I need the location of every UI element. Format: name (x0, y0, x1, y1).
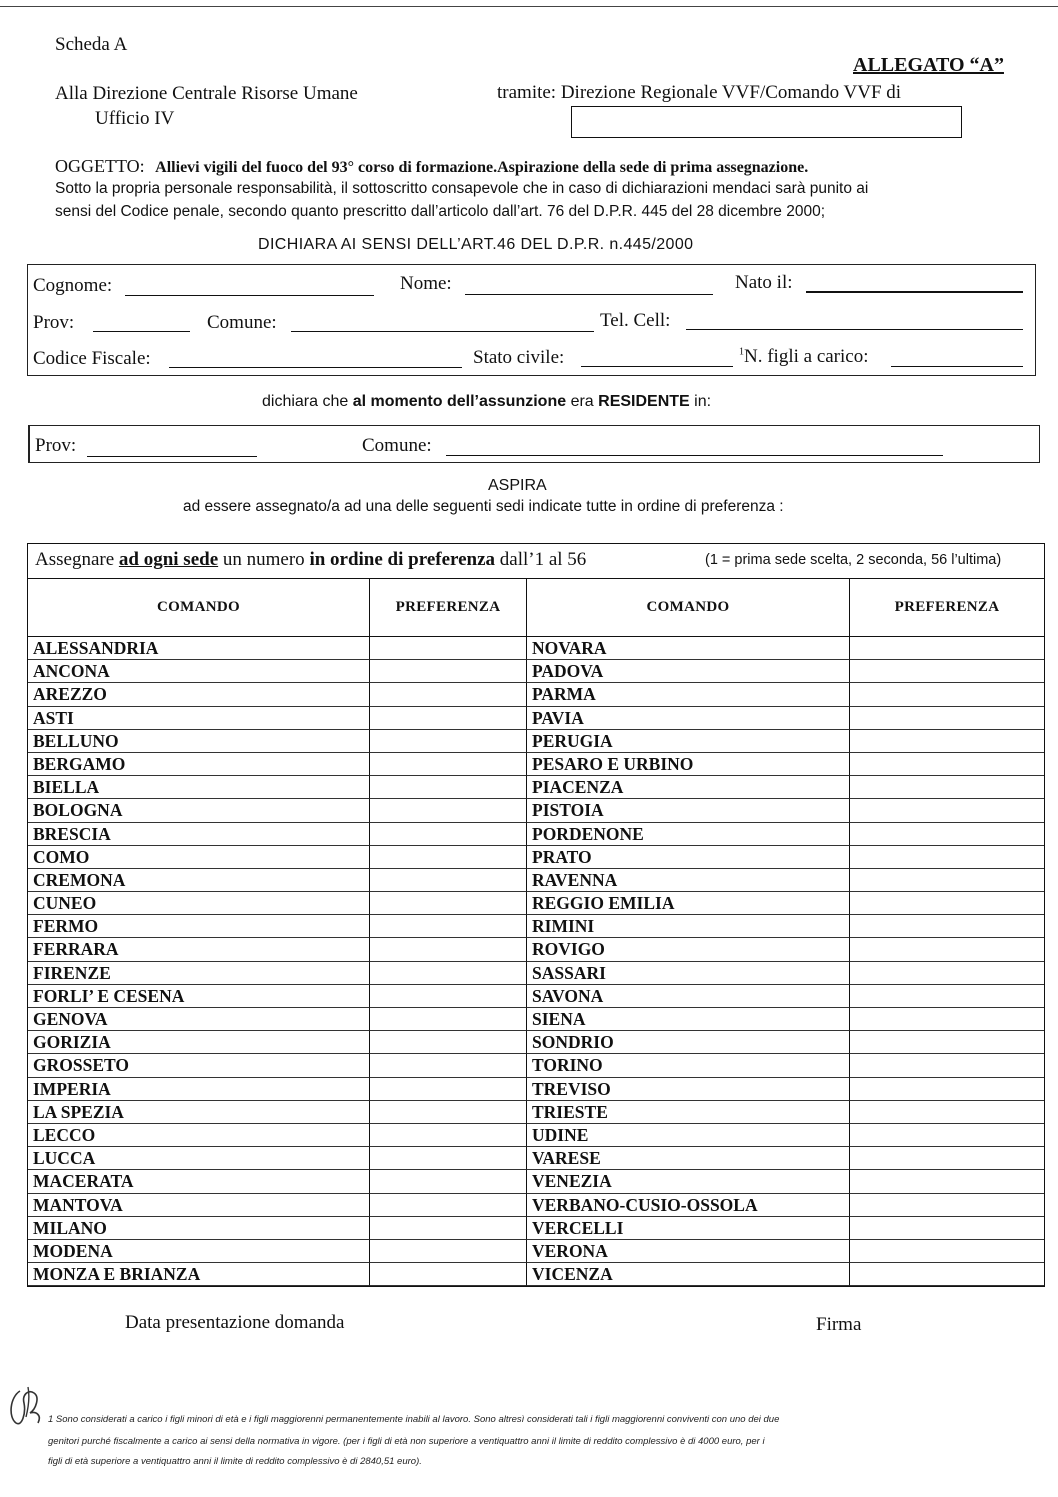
oggetto-block (55, 156, 808, 177)
preference-input-left[interactable] (370, 707, 527, 730)
figli-label (739, 346, 869, 368)
comando-vvf-field[interactable] (571, 106, 962, 138)
table-cell-comando-left: MONZA E BRIANZA (28, 1263, 370, 1286)
preference-input-left[interactable] (370, 1194, 527, 1217)
preference-input-right[interactable] (850, 660, 1044, 683)
table-cell-comando-right: SAVONA (527, 985, 850, 1008)
preference-input-right[interactable] (850, 869, 1044, 892)
preference-input-right[interactable] (850, 707, 1044, 730)
instructions-main (35, 549, 586, 571)
preference-input-right[interactable] (850, 1170, 1044, 1193)
table-cell-comando-left: LUCCA (28, 1147, 370, 1170)
table-cell-comando-right: VENEZIA (527, 1170, 850, 1193)
table-cell-comando-left: IMPERIA (28, 1078, 370, 1101)
preference-input-left[interactable] (370, 1078, 527, 1101)
table-header-row (28, 579, 1044, 637)
cognome-label: Cognome: (33, 275, 113, 296)
preference-input-right[interactable] (850, 962, 1044, 985)
preference-input-left[interactable] (370, 730, 527, 753)
preference-input-left[interactable] (370, 776, 527, 799)
preference-input-left[interactable] (370, 753, 527, 776)
preference-input-right[interactable] (850, 985, 1044, 1008)
table-cell-comando-right: PESARO E URBINO (527, 753, 850, 776)
table-cell-comando-right: VERONA (527, 1240, 850, 1263)
table-cell-comando-right: VERCELLI (527, 1217, 850, 1240)
table-cell-comando-left: MILANO (28, 1217, 370, 1240)
stato-civile-field[interactable] (581, 366, 733, 367)
codice-fiscale-field[interactable] (169, 367, 462, 368)
table-cell-comando-left: MANTOVA (28, 1194, 370, 1217)
preference-input-left[interactable] (370, 1217, 527, 1240)
col-comando-left: COMANDO (28, 579, 370, 637)
firma-label: Firma (816, 1314, 862, 1335)
preference-input-left[interactable] (370, 962, 527, 985)
preference-input-left[interactable] (370, 1031, 527, 1054)
preference-input-right[interactable] (850, 892, 1044, 915)
preference-input-left[interactable] (370, 1124, 527, 1147)
preference-input-left[interactable] (370, 985, 527, 1008)
preference-input-right[interactable] (850, 846, 1044, 869)
scheda-label: Scheda A (55, 34, 128, 55)
residenza-intro-bold: al momento dell’assunzione (352, 393, 567, 410)
preference-input-left[interactable] (370, 915, 527, 938)
nato-label: Nato il: (735, 272, 793, 293)
table-cell-comando-right: NOVARA (527, 637, 850, 660)
nome-label: Nome: (400, 273, 452, 294)
table-body (28, 637, 1044, 1286)
preference-input-right[interactable] (850, 753, 1044, 776)
prov-label: Prov: (33, 312, 75, 333)
table-cell-comando-left: ANCONA (28, 660, 370, 683)
preference-input-left[interactable] (370, 1147, 527, 1170)
preference-input-left[interactable] (370, 1263, 527, 1286)
table-cell-comando-right: TRIESTE (527, 1101, 850, 1124)
prov-field[interactable] (93, 331, 190, 332)
data-presentazione-label: Data presentazione domanda (125, 1312, 345, 1333)
preference-input-left[interactable] (370, 799, 527, 822)
table-cell-comando-right: PERUGIA (527, 730, 850, 753)
table-cell-comando-left: LA SPEZIA (28, 1101, 370, 1124)
nome-field[interactable] (465, 294, 713, 295)
table-cell-comando-right: RIMINI (527, 915, 850, 938)
table-cell-comando-left: MODENA (28, 1240, 370, 1263)
table-cell-comando-left: BRESCIA (28, 823, 370, 846)
instr-c: un numero (218, 549, 310, 570)
table-cell-comando-left: FORLI’ E CESENA (28, 985, 370, 1008)
preference-input-left[interactable] (370, 823, 527, 846)
table-cell-comando-right: PISTOIA (527, 799, 850, 822)
table-cell-comando-left: MACERATA (28, 1170, 370, 1193)
figli-footnote-ref: 1 (739, 346, 744, 358)
table-cell-comando-right: PARMA (527, 683, 850, 706)
table-cell-comando-left: BELLUNO (28, 730, 370, 753)
res-comune-field[interactable] (446, 455, 943, 456)
table-cell-comando-left: CREMONA (28, 869, 370, 892)
residenza-intro-post: in: (694, 393, 712, 410)
preference-input-right[interactable] (850, 1240, 1044, 1263)
figli-label-text: N. figli a carico: (744, 346, 869, 367)
table-cell-comando-left: LECCO (28, 1124, 370, 1147)
table-cell-comando-right: PRATO (527, 846, 850, 869)
residenza-box (28, 425, 1040, 463)
codice-fiscale-label: Codice Fiscale: (33, 348, 151, 369)
preference-input-left[interactable] (370, 1101, 527, 1124)
table-cell-comando-right: VARESE (527, 1147, 850, 1170)
table-cell-comando-left: ALESSANDRIA (28, 637, 370, 660)
table-cell-comando-left: FERRARA (28, 938, 370, 961)
preference-input-right[interactable] (850, 637, 1044, 660)
table-cell-comando-right: VERBANO-CUSIO-OSSOLA (527, 1194, 850, 1217)
preference-input-left[interactable] (370, 938, 527, 961)
allegato-title: ALLEGATO “A” (853, 54, 1004, 76)
residenza-intro-pre: dichiara che (262, 393, 349, 410)
preference-input-right[interactable] (850, 1147, 1044, 1170)
preference-input-left[interactable] (370, 846, 527, 869)
nato-field[interactable] (806, 291, 1023, 293)
preference-input-right[interactable] (850, 938, 1044, 961)
preference-input-right[interactable] (850, 823, 1044, 846)
preference-input-right[interactable] (850, 730, 1044, 753)
table-instructions (28, 544, 1044, 579)
table-cell-comando-right: SIENA (527, 1008, 850, 1031)
preference-input-right[interactable] (850, 799, 1044, 822)
res-prov-label: Prov: (35, 435, 77, 456)
preference-input-right[interactable] (850, 1008, 1044, 1031)
table-cell-comando-left: GENOVA (28, 1008, 370, 1031)
col-preferenza-right: PREFERENZA (850, 579, 1044, 637)
aspira-subtitle: ad essere assegnato/a ad una delle seguenti sedi indicate tutte in ordine di preferenza : (183, 498, 784, 515)
dichiara-heading: DICHIARA AI SENSI DELL’ART.46 DEL D.P.R. n.445/2000 (258, 236, 694, 253)
preference-input-right[interactable] (850, 1031, 1044, 1054)
cognome-field[interactable] (125, 295, 374, 296)
top-rule (0, 6, 1058, 7)
table-cell-comando-left: BIELLA (28, 776, 370, 799)
res-prov-field[interactable] (87, 456, 257, 457)
table-cell-comando-left: ASTI (28, 707, 370, 730)
instr-e: dall’1 al 56 (495, 549, 587, 570)
instructions-note: (1 = prima sede scelta, 2 seconda, 56 l’ultima) (705, 552, 1002, 568)
footnote-line3: figli di età superiore a ventiquattro anni il limite di reddito complessivo è di 2840,51 euro). (48, 1456, 422, 1467)
table-cell-comando-right: REGGIO EMILIA (527, 892, 850, 915)
preference-input-left[interactable] (370, 1240, 527, 1263)
table-cell-comando-right: VICENZA (527, 1263, 850, 1286)
table-cell-comando-left: GROSSETO (28, 1054, 370, 1077)
declaration-line1: Sotto la propria personale responsabilità, il sottoscritto consapevole che in caso di dichiarazioni mendaci sarà punito ai (55, 180, 869, 197)
table-cell-comando-left: FIRENZE (28, 962, 370, 985)
instr-a: Assegnare (35, 549, 119, 570)
table-cell-comando-left: BOLOGNA (28, 799, 370, 822)
tel-label: Tel. Cell: (600, 310, 671, 331)
preference-input-right[interactable] (850, 1194, 1044, 1217)
footnote-line2: genitori purché fiscalmente a carico ai sensi della normativa in vigore. (per i figli di età non superiore a ventiquattro anni il limite di reddito complessivo è di 4000 euro, per i (48, 1436, 765, 1447)
recipient-line1: Alla Direzione Centrale Risorse Umane (55, 83, 358, 104)
table-cell-comando-right: UDINE (527, 1124, 850, 1147)
table-cell-comando-right: TREVISO (527, 1078, 850, 1101)
comune-label: Comune: (207, 312, 277, 333)
table-cell-comando-left: BERGAMO (28, 753, 370, 776)
table-cell-comando-left: AREZZO (28, 683, 370, 706)
instr-d: in ordine di preferenza (309, 549, 496, 570)
tel-field[interactable] (686, 329, 1023, 330)
preference-input-left[interactable] (370, 1008, 527, 1031)
table-cell-comando-right: RAVENNA (527, 869, 850, 892)
preference-input-left[interactable] (370, 683, 527, 706)
tramite-label: tramite: Direzione Regionale VVF/Comando VVF di (497, 82, 902, 103)
col-preferenza-left: PREFERENZA (370, 579, 527, 637)
preference-input-right[interactable] (850, 1101, 1044, 1124)
declaration-line2: sensi del Codice penale, secondo quanto prescritto dall’articolo dall’art. 76 del D.P.R. 445 del 28 dicembre 2000; (55, 203, 826, 220)
aspira-title: ASPIRA (488, 477, 547, 494)
preference-input-right[interactable] (850, 1124, 1044, 1147)
table-cell-comando-right: SONDRIO (527, 1031, 850, 1054)
preference-input-right[interactable] (850, 915, 1044, 938)
preference-input-left[interactable] (370, 637, 527, 660)
preference-input-left[interactable] (370, 892, 527, 915)
table-cell-comando-right: SASSARI (527, 962, 850, 985)
preference-input-right[interactable] (850, 1054, 1044, 1077)
preference-input-left[interactable] (370, 1170, 527, 1193)
signature-mark-icon (6, 1383, 46, 1433)
preference-input-right[interactable] (850, 1217, 1044, 1240)
preference-input-right[interactable] (850, 776, 1044, 799)
table-cell-comando-right: PAVIA (527, 707, 850, 730)
residenza-intro-bold2: RESIDENTE (598, 393, 690, 410)
col-comando-right: COMANDO (527, 579, 850, 637)
preference-input-left[interactable] (370, 1054, 527, 1077)
residenza-intro-mid: era (570, 393, 594, 410)
oggetto-label: OGGETTO: (55, 156, 145, 176)
res-comune-label: Comune: (362, 435, 432, 456)
preference-input-right[interactable] (850, 1263, 1044, 1286)
preference-input-right[interactable] (850, 1078, 1044, 1101)
preference-input-right[interactable] (850, 683, 1044, 706)
footnote-line1: 1 Sono considerati a carico i figli minori di età e i figli maggiorenni permanentemente inabili al lavoro. Sono altresì considerati tali i figli maggiorenni conviventi con uno dei due (48, 1414, 780, 1425)
figli-field[interactable] (891, 366, 1023, 367)
table-cell-comando-right: PIACENZA (527, 776, 850, 799)
table-cell-comando-left: GORIZIA (28, 1031, 370, 1054)
recipient-line2: Ufficio IV (95, 108, 175, 129)
instr-b: ad ogni sede (118, 549, 219, 570)
table-cell-comando-right: ROVIGO (527, 938, 850, 961)
table-cell-comando-right: TORINO (527, 1054, 850, 1077)
residenza-intro (262, 393, 711, 411)
table-cell-comando-right: PORDENONE (527, 823, 850, 846)
preference-input-left[interactable] (370, 660, 527, 683)
table-cell-comando-left: FERMO (28, 915, 370, 938)
preference-input-left[interactable] (370, 869, 527, 892)
preference-table (27, 543, 1045, 1287)
table-cell-comando-left: COMO (28, 846, 370, 869)
comune-field[interactable] (291, 331, 594, 332)
table-cell-comando-right: PADOVA (527, 660, 850, 683)
table-cell-comando-left: CUNEO (28, 892, 370, 915)
stato-civile-label: Stato civile: (473, 347, 565, 368)
oggetto-text: Allievi vigili del fuoco del 93° corso di formazione.Aspirazione della sede di prima assegnazione. (155, 159, 809, 176)
